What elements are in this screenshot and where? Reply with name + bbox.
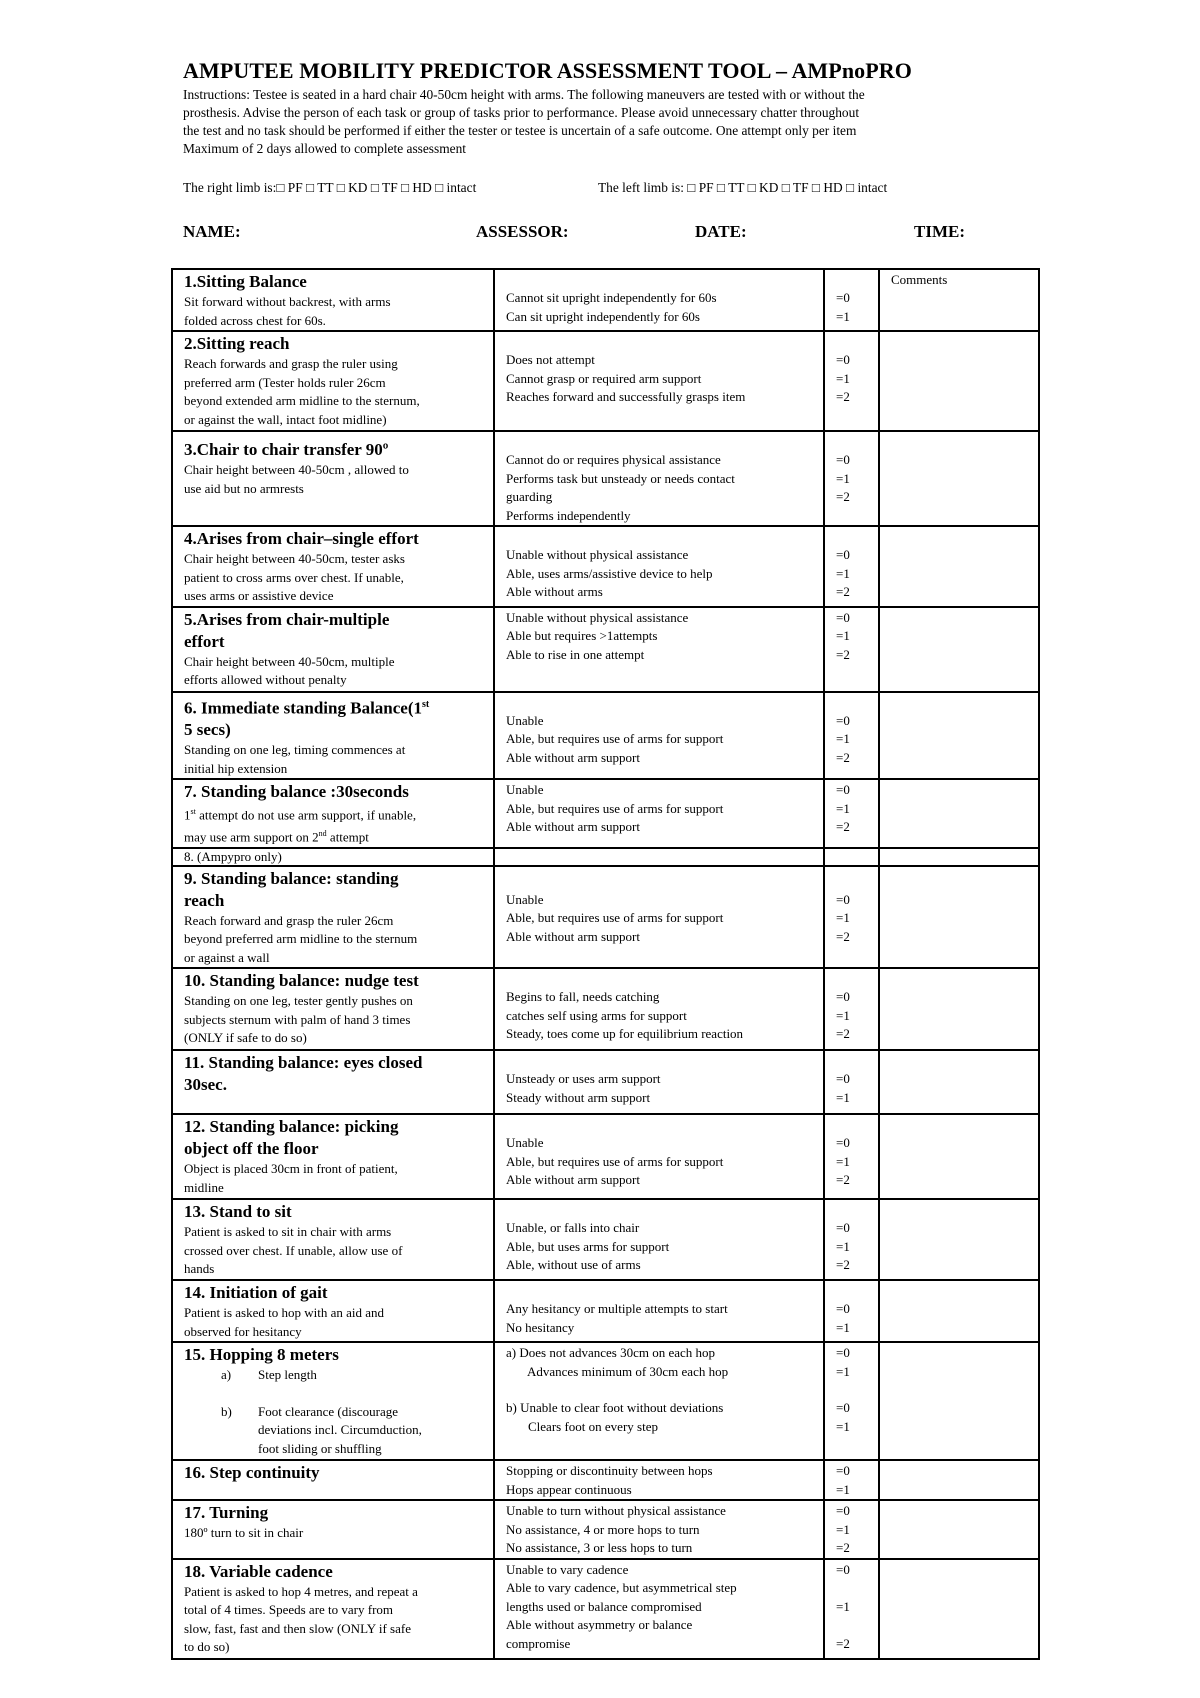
table-row xyxy=(172,1199,1039,1280)
task-title xyxy=(184,694,493,720)
response-cell xyxy=(494,1199,824,1280)
instructions-line: Instructions: Testee is seated in a hard chair 40-50cm height with arms. The following maneuvers are tested with or without the xyxy=(183,87,865,102)
desc-part: attempt do not use arm support, if unable, xyxy=(195,807,417,823)
response-option: Able without arm support xyxy=(506,1172,640,1188)
comments-cell[interactable] xyxy=(879,779,1039,848)
score-cell[interactable] xyxy=(824,1500,879,1559)
task-title-sup: st xyxy=(422,698,430,710)
sub-text: deviations incl. Circumduction, xyxy=(258,1422,422,1438)
score-value: =0 xyxy=(836,782,850,798)
response-cell xyxy=(494,526,824,607)
response-cell xyxy=(494,1460,824,1500)
response-cell xyxy=(494,848,824,866)
task-title: 5 secs) xyxy=(184,720,231,740)
task-desc xyxy=(184,803,493,825)
task-title: 12. Standing balance: picking xyxy=(184,1117,399,1137)
response-option: Reaches forward and successfully grasps item xyxy=(506,389,746,404)
task-desc: hands xyxy=(184,1261,215,1277)
task-desc: 8. (Ampypro only) xyxy=(184,848,282,864)
response-cell xyxy=(494,1050,824,1114)
response-option: Able to rise in one attempt xyxy=(506,646,645,662)
task-desc: 180º turn to sit in chair xyxy=(184,1525,304,1541)
score-value: =1 xyxy=(836,1521,850,1537)
response-option: Able without arms xyxy=(506,584,603,599)
response-option: No assistance, 3 or less hops to turn xyxy=(506,1540,693,1556)
task-title: reach xyxy=(184,890,225,910)
score-value: =2 xyxy=(836,1026,850,1042)
score-value: =0 xyxy=(836,452,850,467)
score-value: =2 xyxy=(836,1172,850,1188)
score-value: =0 xyxy=(836,1503,850,1519)
response-cell xyxy=(494,866,824,969)
task-title: 3.Chair to chair transfer 90º xyxy=(184,440,389,459)
response-option: Able, but requires use of arms for support xyxy=(506,731,724,746)
task-cell xyxy=(172,1114,494,1199)
comments-cell[interactable] xyxy=(879,1342,1039,1460)
comments-cell[interactable] xyxy=(879,1114,1039,1199)
response-option: b) Unable to clear foot without deviations xyxy=(506,1400,724,1416)
table-row xyxy=(172,331,1039,431)
table-row xyxy=(172,1559,1039,1659)
comments-cell[interactable] xyxy=(879,1559,1039,1659)
response-cell xyxy=(494,1342,824,1460)
task-title: 16. Step continuity xyxy=(184,1463,320,1483)
task-desc: midline xyxy=(184,1179,224,1195)
desc-part: 1 xyxy=(184,807,191,823)
score-value: =0 xyxy=(836,1400,850,1416)
score-value: =2 xyxy=(836,749,850,765)
comments-cell[interactable] xyxy=(879,1280,1039,1342)
response-option: guarding xyxy=(506,489,553,504)
task-desc: or against the wall, intact foot midline) xyxy=(184,411,387,427)
task-desc: Chair height between 40-50cm, tester asks xyxy=(184,551,405,566)
response-option: Unable to vary cadence xyxy=(506,1561,629,1577)
task-title: 13. Stand to sit xyxy=(184,1202,292,1222)
score-value: =0 xyxy=(836,352,850,367)
response-option: Able to vary cadence, but asymmetrical step xyxy=(506,1580,737,1596)
task-cell xyxy=(172,866,494,969)
response-option: Performs task but unsteady or needs contact xyxy=(506,470,735,486)
task-desc: beyond preferred arm midline to the sternum xyxy=(184,931,418,947)
response-option: Unable without physical assistance xyxy=(506,547,689,562)
response-option: Able without arm support xyxy=(506,749,640,765)
response-option: Clears foot on every step xyxy=(528,1418,658,1434)
score-cell[interactable] xyxy=(824,1460,879,1500)
response-option: Able without arm support xyxy=(506,928,640,944)
score-cell[interactable] xyxy=(824,1559,879,1659)
comments-cell[interactable] xyxy=(879,1050,1039,1114)
instructions xyxy=(183,86,1033,158)
right-limb-options[interactable]: The right limb is:□ PF □ TT □ KD □ TF □ HD □ intact xyxy=(183,180,477,195)
response-option: Able but requires >1attempts xyxy=(506,628,658,643)
task-desc: uses arms or assistive device xyxy=(184,588,334,603)
left-limb-options[interactable]: The left limb is: □ PF □ TT □ KD □ TF □ HD □ intact xyxy=(598,180,888,195)
task-title: 11. Standing balance: eyes closed xyxy=(184,1053,423,1073)
task-title: 30sec. xyxy=(184,1075,227,1095)
response-option: Unable xyxy=(506,782,544,798)
response-option: Cannot sit upright independently for 60s xyxy=(506,290,717,305)
response-option: Able, without use of arms xyxy=(506,1257,641,1273)
task-desc: slow, fast, fast and then slow (ONLY if safe xyxy=(184,1620,411,1636)
response-option: Performs independently xyxy=(506,507,631,523)
response-cell xyxy=(494,692,824,780)
task-desc: or against a wall xyxy=(184,949,270,965)
score-cell[interactable] xyxy=(824,526,879,607)
score-value: =2 xyxy=(836,646,850,662)
score-value: =1 xyxy=(836,470,850,486)
time-label: TIME: xyxy=(914,222,965,241)
name-label: NAME: xyxy=(183,222,241,241)
task-desc: (ONLY if safe to do so) xyxy=(184,1030,307,1046)
response-option: Hops appear continuous xyxy=(506,1481,632,1497)
task-title: 14. Initiation of gait xyxy=(184,1283,328,1303)
task-title: 4.Arises from chair–single effort xyxy=(184,529,419,548)
desc-part: may use arm support on 2 xyxy=(184,829,319,845)
response-option: Able without asymmetry or balance xyxy=(506,1617,693,1633)
score-cell[interactable] xyxy=(824,1280,879,1342)
score-value: =1 xyxy=(836,308,850,324)
score-value: =1 xyxy=(836,1319,850,1335)
response-cell xyxy=(494,779,824,848)
response-option: a) Does not advances 30cm on each hop xyxy=(506,1345,716,1361)
score-value: =0 xyxy=(836,891,850,907)
task-cell xyxy=(172,1280,494,1342)
score-value: =1 xyxy=(836,1089,850,1105)
response-option: Begins to fall, needs catching xyxy=(506,989,660,1005)
table-row xyxy=(172,848,1039,866)
response-option: Does not attempt xyxy=(506,352,595,367)
task-cell xyxy=(172,1050,494,1114)
task-cell xyxy=(172,692,494,780)
assessment-table xyxy=(171,268,1040,1660)
task-cell xyxy=(172,331,494,431)
sub-label: a) xyxy=(221,1367,232,1383)
task-title: effort xyxy=(184,631,225,651)
score-value: =1 xyxy=(836,370,850,386)
response-option: Cannot grasp or required arm support xyxy=(506,370,702,386)
instructions-line: the test and no task should be performed if either the tester or testee is uncertain of a safe outcome. One attempt only per item xyxy=(183,123,857,138)
response-option: Unable without physical assistance xyxy=(506,609,689,625)
response-option: Steady without arm support xyxy=(506,1089,651,1105)
response-option: Unable xyxy=(506,891,544,907)
score-value: =2 xyxy=(836,1257,850,1273)
response-option: Able, but requires use of arms for support xyxy=(506,910,724,926)
task-cell xyxy=(172,968,494,1050)
response-cell xyxy=(494,1559,824,1659)
response-option: compromise xyxy=(506,1635,571,1651)
response-cell xyxy=(494,1280,824,1342)
task-title: 10. Standing balance: nudge test xyxy=(184,971,419,991)
table-row xyxy=(172,1050,1039,1114)
table-row xyxy=(172,269,1039,331)
task-desc: Reach forward and grasp the ruler 26cm xyxy=(184,912,394,928)
score-value: =0 xyxy=(836,989,850,1005)
response-option: Any hesitancy or multiple attempts to start xyxy=(506,1301,728,1317)
score-value: =1 xyxy=(836,1598,850,1614)
table-row xyxy=(172,1460,1039,1500)
table-row xyxy=(172,866,1039,969)
score-cell[interactable] xyxy=(824,779,879,848)
score-cell[interactable] xyxy=(824,968,879,1050)
task-desc: observed for hesitancy xyxy=(184,1323,302,1339)
score-value: =0 xyxy=(836,1135,850,1151)
score-value: =0 xyxy=(836,290,850,305)
comments-cell[interactable] xyxy=(879,526,1039,607)
task-cell xyxy=(172,269,494,331)
task-desc: Standing on one leg, tester gently pushes on xyxy=(184,993,413,1009)
task-cell xyxy=(172,431,494,526)
comments-cell[interactable] xyxy=(879,866,1039,969)
comments-header: Comments xyxy=(891,272,948,287)
table-row xyxy=(172,1114,1039,1199)
score-value: =0 xyxy=(836,1220,850,1236)
score-value: =2 xyxy=(836,928,850,944)
task-desc: crossed over chest. If unable, allow use of xyxy=(184,1242,403,1258)
task-cell xyxy=(172,1460,494,1500)
task-desc: patient to cross arms over chest. If unable, xyxy=(184,569,404,585)
score-value: =0 xyxy=(836,609,850,625)
comments-cell[interactable] xyxy=(879,431,1039,526)
task-cell xyxy=(172,607,494,692)
score-value: =1 xyxy=(836,1153,850,1169)
task-desc xyxy=(184,825,493,847)
task-title: 9. Standing balance: standing xyxy=(184,868,399,888)
score-value: =1 xyxy=(836,910,850,926)
response-option: Cannot do or requires physical assistance xyxy=(506,452,721,467)
task-desc: Standing on one leg, timing commences at xyxy=(184,742,406,758)
response-cell xyxy=(494,431,824,526)
task-title: 7. Standing balance :30seconds xyxy=(184,782,409,802)
score-cell[interactable] xyxy=(824,692,879,780)
score-cell[interactable] xyxy=(824,848,879,866)
date-label: DATE: xyxy=(695,222,747,241)
task-cell xyxy=(172,848,494,866)
response-option: Able, uses arms/assistive device to help xyxy=(506,565,713,581)
task-cell xyxy=(172,1342,494,1460)
comments-cell[interactable] xyxy=(879,269,1039,331)
sub-text: foot sliding or shuffling xyxy=(258,1440,382,1456)
task-desc: Patient is asked to hop with an aid and xyxy=(184,1305,385,1321)
task-title: 2.Sitting reach xyxy=(184,334,290,353)
task-desc: Sit forward without backrest, with arms xyxy=(184,294,391,309)
task-title-text: 6. Immediate standing Balance(1 xyxy=(184,698,422,718)
score-cell[interactable] xyxy=(824,866,879,969)
response-option: Unable to turn without physical assistance xyxy=(506,1503,726,1519)
score-value: =1 xyxy=(836,565,850,581)
response-option: Able without arm support xyxy=(506,819,640,835)
task-title: 1.Sitting Balance xyxy=(184,272,307,291)
score-value: =0 xyxy=(836,1071,850,1087)
comments-cell[interactable] xyxy=(879,848,1039,866)
score-value: =1 xyxy=(836,1007,850,1023)
task-desc: Patient is asked to sit in chair with arms xyxy=(184,1224,392,1240)
assessor-label: ASSESSOR: xyxy=(476,222,569,241)
score-cell[interactable] xyxy=(824,1050,879,1114)
task-desc: preferred arm (Tester holds ruler 26cm xyxy=(184,374,386,390)
response-option: No hesitancy xyxy=(506,1319,575,1335)
response-option: Able, but requires use of arms for support xyxy=(506,800,724,816)
table-row xyxy=(172,1500,1039,1559)
table-row xyxy=(172,526,1039,607)
task-title: 18. Variable cadence xyxy=(184,1561,333,1581)
task-desc: Reach forwards and grasp the ruler using xyxy=(184,356,398,371)
response-option: Stopping or discontinuity between hops xyxy=(506,1463,713,1479)
score-value: =1 xyxy=(836,1363,850,1379)
instructions-line: prosthesis. Advise the person of each task or group of tasks prior to performance. Please avoid unnecessary chatter throughout xyxy=(183,105,860,120)
task-cell xyxy=(172,1500,494,1559)
comments-cell[interactable] xyxy=(879,968,1039,1050)
response-option: Can sit upright independently for 60s xyxy=(506,308,700,324)
sub-text: Foot clearance (discourage xyxy=(258,1403,399,1419)
score-value: =0 xyxy=(836,1345,850,1361)
task-desc: Chair height between 40-50cm, multiple xyxy=(184,653,395,669)
score-value: =0 xyxy=(836,712,850,728)
task-title: 17. Turning xyxy=(184,1503,269,1523)
task-sub-item xyxy=(221,1403,493,1422)
score-value: =0 xyxy=(836,1301,850,1317)
response-cell xyxy=(494,968,824,1050)
score-cell[interactable] xyxy=(824,269,879,331)
instructions-line: Maximum of 2 days allowed to complete assessment xyxy=(183,141,467,156)
table-row xyxy=(172,692,1039,780)
score-value: =0 xyxy=(836,1561,850,1577)
response-cell xyxy=(494,1500,824,1559)
page-title: AMPUTEE MOBILITY PREDICTOR ASSESSMENT TOOL – AMPnoPRO xyxy=(183,58,913,83)
comments-cell[interactable] xyxy=(879,1199,1039,1280)
task-desc: to do so) xyxy=(184,1639,230,1655)
response-option: No assistance, 4 or more hops to turn xyxy=(506,1521,700,1537)
task-desc: total of 4 times. Speeds are to vary from xyxy=(184,1602,394,1618)
score-value: =0 xyxy=(836,1463,850,1479)
response-cell xyxy=(494,331,824,431)
desc-sup: st xyxy=(190,807,196,817)
task-sub-item xyxy=(221,1366,493,1385)
table-row xyxy=(172,607,1039,692)
score-value: =2 xyxy=(836,489,850,504)
table-row xyxy=(172,431,1039,526)
response-cell xyxy=(494,1114,824,1199)
score-value: =0 xyxy=(836,547,850,562)
comments-cell[interactable] xyxy=(879,1500,1039,1559)
score-value: =1 xyxy=(836,1418,850,1434)
score-value: =1 xyxy=(836,1238,850,1254)
table-row xyxy=(172,1342,1039,1460)
task-desc: Chair height between 40-50cm , allowed to xyxy=(184,462,409,477)
score-value: =1 xyxy=(836,731,850,746)
score-value: =1 xyxy=(836,628,850,643)
score-cell[interactable] xyxy=(824,431,879,526)
score-cell[interactable] xyxy=(824,1114,879,1199)
sub-label: b) xyxy=(221,1403,232,1419)
desc-part: attempt xyxy=(326,829,369,845)
response-option: Unable, or falls into chair xyxy=(506,1220,640,1236)
task-cell xyxy=(172,779,494,848)
response-option: Able, but uses arms for support xyxy=(506,1238,670,1254)
comments-cell[interactable] xyxy=(879,1460,1039,1500)
task-cell xyxy=(172,1559,494,1659)
task-desc: initial hip extension xyxy=(184,760,288,776)
score-cell[interactable] xyxy=(824,331,879,431)
response-option: catches self using arms for support xyxy=(506,1007,687,1023)
score-value: =2 xyxy=(836,389,850,404)
response-option: lengths used or balance compromised xyxy=(506,1598,702,1614)
table-row xyxy=(172,968,1039,1050)
task-title: 15. Hopping 8 meters xyxy=(184,1345,339,1365)
desc-sup: nd xyxy=(318,828,327,838)
task-desc: folded across chest for 60s. xyxy=(184,312,326,328)
score-cell[interactable] xyxy=(824,1342,879,1460)
score-value: =2 xyxy=(836,584,850,599)
task-desc: subjects sternum with palm of hand 3 times xyxy=(184,1011,411,1027)
score-value: =1 xyxy=(836,1481,850,1497)
score-cell[interactable] xyxy=(824,607,879,692)
task-cell xyxy=(172,1199,494,1280)
score-value: =2 xyxy=(836,819,850,835)
sub-text: Step length xyxy=(258,1367,317,1383)
response-option: Unable xyxy=(506,712,544,728)
table-row xyxy=(172,1280,1039,1342)
response-cell xyxy=(494,607,824,692)
task-desc: Object is placed 30cm in front of patient, xyxy=(184,1161,398,1177)
comments-cell[interactable] xyxy=(879,331,1039,431)
task-cell xyxy=(172,526,494,607)
score-value: =1 xyxy=(836,800,850,816)
response-option: Unable xyxy=(506,1135,544,1151)
score-value: =2 xyxy=(836,1540,850,1556)
comments-cell[interactable] xyxy=(879,692,1039,780)
task-desc: beyond extended arm midline to the sternum, xyxy=(184,393,420,408)
task-desc: use aid but no armrests xyxy=(184,480,304,496)
task-desc: Patient is asked to hop 4 metres, and repeat a xyxy=(184,1583,418,1599)
score-cell[interactable] xyxy=(824,1199,879,1280)
response-option: Unsteady or uses arm support xyxy=(506,1071,661,1087)
task-title: object off the floor xyxy=(184,1139,319,1159)
comments-cell[interactable] xyxy=(879,607,1039,692)
task-desc: efforts allowed without penalty xyxy=(184,672,347,687)
response-option: Able, but requires use of arms for support xyxy=(506,1153,724,1169)
score-value: =2 xyxy=(836,1635,850,1651)
response-option: Steady, toes come up for equilibrium reaction xyxy=(506,1026,744,1042)
table-row xyxy=(172,779,1039,848)
response-option: Advances minimum of 30cm each hop xyxy=(527,1363,729,1379)
response-cell xyxy=(494,269,824,331)
task-title: 5.Arises from chair-multiple xyxy=(184,609,390,629)
